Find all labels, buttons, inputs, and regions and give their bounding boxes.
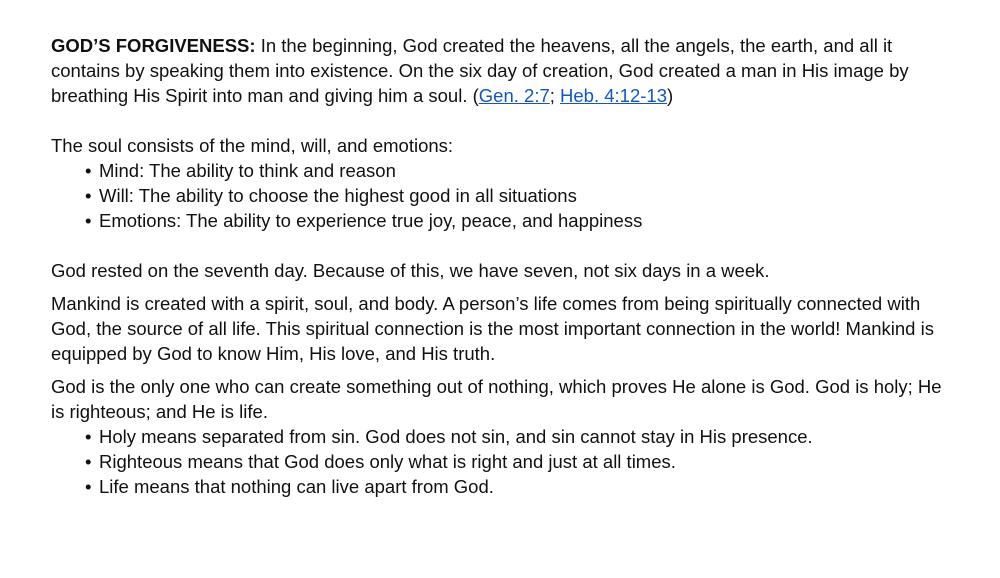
soul-list [51,158,951,233]
bullet-icon: • [85,426,92,447]
bullet-icon: • [85,210,92,231]
bullet-icon: • [85,476,92,497]
list-item-text: Emotions: The ability to experience true joy, peace, and happiness [99,210,643,231]
attributes-list [51,424,951,499]
intro-text: In the beginning, God created the heavens, all the angels, the earth, and all it contains by speaking them into existence. On the six day of creation, God created a man in His image by breathing His Spirit into man and giving him a soul. ( [51,35,909,106]
slide-content [51,33,951,499]
list-item-text: Holy means separated from sin. God does not sin, and sin cannot stay in His presence. [99,426,813,447]
list-item-text: Righteous means that God does only what is right and just at all times. [99,451,676,472]
list-item [85,424,951,449]
intro-close-paren: ) [667,85,674,106]
list-item [85,208,951,233]
intro-paragraph [51,33,951,108]
section-heading: GOD’S FORGIVENESS: [51,35,256,56]
list-item-text: Life means that nothing can live apart from God. [99,476,494,497]
list-item [85,449,951,474]
list-item [85,158,951,183]
list-item [85,474,951,499]
bullet-icon: • [85,185,92,206]
bullet-icon: • [85,160,92,181]
heb-4-12-13-link[interactable]: Heb. 4:12-13 [560,85,667,106]
bullet-icon: • [85,451,92,472]
list-item [85,183,951,208]
list-item-text: Will: The ability to choose the highest good in all situations [99,185,577,206]
mankind-paragraph: Mankind is created with a spirit, soul, and body. A person’s life comes from being spiritually connected with God, the source of all life. This spiritual connection is the most important connection in the world! Mankind is equipped by God to know Him, His love, and His truth. [51,293,934,364]
only-god-paragraph: God is the only one who can create something out of nothing, which proves He alone is God. God is holy; He is righteous; and He is life. [51,376,942,422]
rest-paragraph: God rested on the seventh day. Because of this, we have seven, not six days in a week. [51,260,770,281]
ref-separator: ; [549,85,561,106]
gen-2-7-link[interactable]: Gen. 2:7 [478,85,550,106]
list-item-text: Mind: The ability to think and reason [99,160,396,181]
soul-lead: The soul consists of the mind, will, and emotions: [51,135,454,156]
